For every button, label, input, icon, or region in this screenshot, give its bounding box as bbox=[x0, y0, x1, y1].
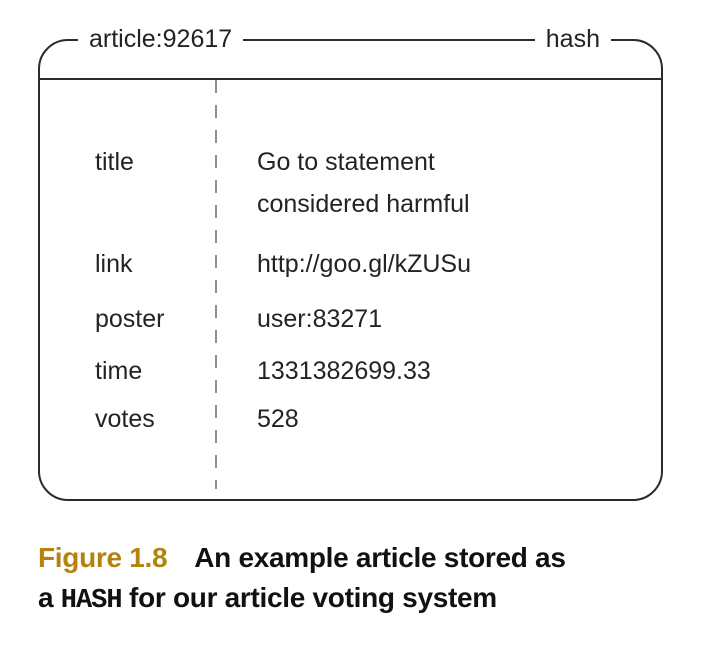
hash-field-value: 1331382699.33 bbox=[257, 357, 431, 385]
hash-box bbox=[38, 25, 663, 501]
header-separator-line bbox=[38, 78, 663, 80]
hash-field-key: link bbox=[95, 250, 133, 278]
caption-line-2 bbox=[38, 578, 678, 621]
caption-line2-post: for our article voting system bbox=[121, 582, 497, 613]
hash-field-key: poster bbox=[95, 305, 165, 333]
hash-field-value: user:83271 bbox=[257, 305, 383, 333]
hash-field-value: 528 bbox=[257, 405, 299, 433]
caption-line-1 bbox=[38, 538, 678, 578]
caption-line2-pre: a bbox=[38, 582, 61, 613]
hash-field-key: title bbox=[95, 148, 134, 176]
figure-caption bbox=[38, 538, 678, 621]
hash-field-value: Go to statement considered harmful bbox=[257, 148, 470, 218]
hash-code-text: HASH bbox=[60, 586, 122, 616]
hash-key-label: article:92617 bbox=[78, 23, 243, 55]
caption-line1-text: An example article stored as bbox=[194, 542, 566, 573]
hash-field-value: http://goo.gl/kZUSu bbox=[257, 250, 472, 278]
hash-field-key: time bbox=[95, 357, 143, 385]
key-value-dashed-divider bbox=[215, 80, 217, 489]
figure-number-label: Figure 1.8 bbox=[38, 542, 168, 573]
hash-field-key: votes bbox=[95, 405, 155, 433]
hash-type-label: hash bbox=[535, 23, 611, 55]
